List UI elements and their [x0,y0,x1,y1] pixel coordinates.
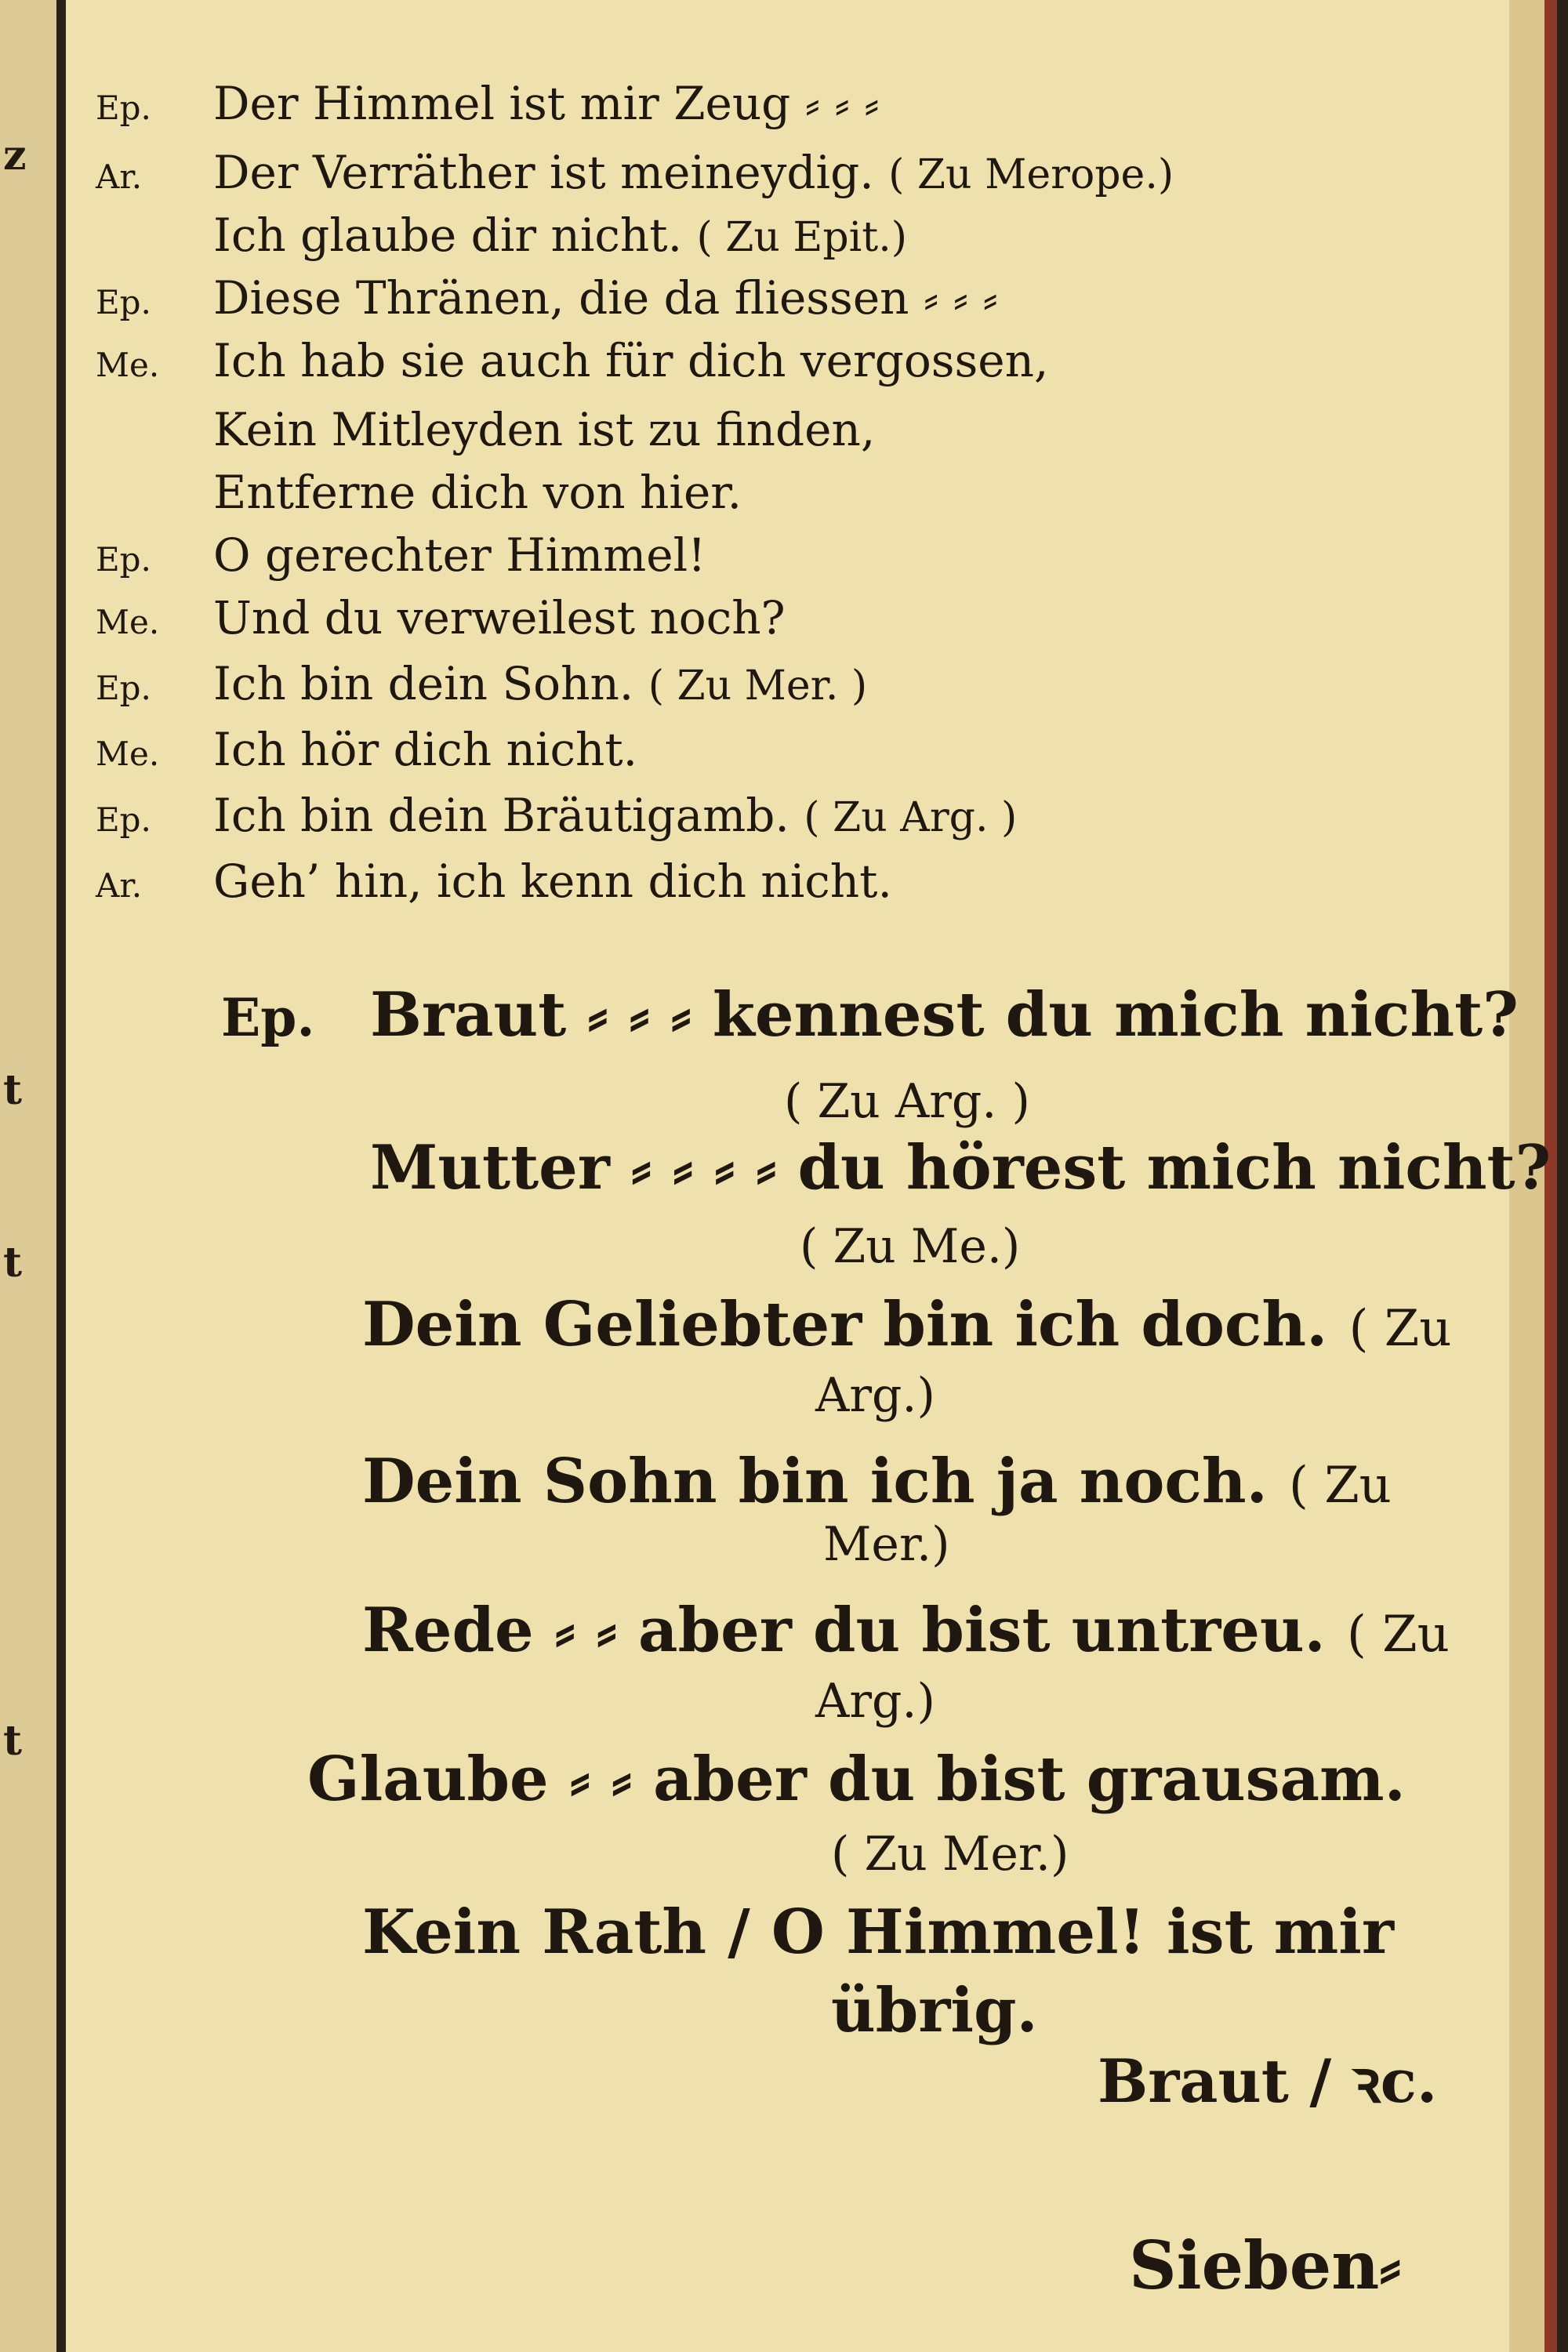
aria-line [831,1972,1038,2050]
speaker-label: Me. [96,603,160,641]
line-text: Entferne dich von hier. [213,466,742,519]
dialogue-line [96,69,880,138]
line-text: Ich bin dein Bräutigamb. [213,789,789,842]
aria-line [307,1740,1406,1819]
aria-line [370,1129,1551,1207]
line-text: Kein Mitleyden ist zu finden, [213,403,876,456]
speaker-label: Ep. [96,800,151,839]
dialogue-line [96,649,867,718]
stage-direction: ( Zu [1348,1300,1452,1358]
aria-text: Mutter ⸗ ⸗ ⸗ ⸗ du hörest mich nicht? [370,1132,1552,1203]
left-fragment: z [3,132,27,180]
speaker-label: Ar. [96,866,143,905]
stage-direction: ( Zu Merope.) [888,151,1174,198]
aria-text: Dein Sohn bin ich ja noch. [362,1446,1268,1517]
dialogue-line [96,847,892,916]
dialogue-line [96,326,1048,395]
aria-text: Rede ⸗ ⸗ aber du bist untreu. [362,1595,1326,1666]
aria-text: Braut ⸗ ⸗ ⸗ kennest du mich nicht? [370,979,1519,1051]
stage-direction: ( Zu Mer. ) [648,662,868,710]
line-text: Ich hör dich nicht. [213,723,638,776]
stage-direction: ( Zu Me.) [800,1219,1021,1274]
line-text: Der Himmel ist mir Zeug ⸗ ⸗ ⸗ [213,77,880,130]
dialogue-line [213,201,907,270]
left-fragment: t [3,1717,23,1765]
speaker-label: Ep. [96,89,151,127]
stage-direction: ( Zu Arg. ) [804,794,1018,841]
dialogue-line [213,458,742,527]
stage-direction: ( Zu [1346,1606,1450,1664]
speaker-label: Ep. [221,987,315,1048]
line-text: O gerechter Himmel! [213,528,706,582]
left-fragment: t [3,1066,23,1114]
speaker-label: Ep. [96,283,151,321]
line-text: Der Verräther ist meineydig. [213,146,874,199]
aria-line [221,976,1519,1057]
stage-direction: ( Zu [1288,1457,1392,1515]
speaker-label: Ar. [96,158,143,196]
speaker-label: Ep. [96,669,151,707]
aria-text: Glaube ⸗ ⸗ aber du bist grausam. [307,1744,1406,1815]
stage-direction: ( Zu Arg. ) [784,1074,1030,1129]
stage-direction: ( Zu Mer.) [831,1827,1069,1882]
aria-line [362,1286,1451,1368]
speaker-label: Me. [96,346,160,384]
dialogue-line [96,138,1174,207]
stage-direction: Arg.) [815,1368,935,1423]
line-text: Ich bin dein Sohn. [213,657,634,710]
line-text: Ich glaube dir nicht. [213,209,683,262]
aria-text: Dein Geliebter bin ich doch. [362,1289,1328,1360]
speaker-label: Me. [96,735,160,773]
line-text: Diese Thränen, die da fliessen ⸗ ⸗ ⸗ [213,271,998,325]
stage-direction: Arg.) [815,1674,935,1729]
aria-text: Kein Rath / O Himmel! ist mir [362,1896,1395,1968]
dialogue-line [96,521,706,590]
dialogue-line [96,263,998,332]
aria-text: übrig. [831,1975,1038,2046]
stage-direction: ( Zu Epit.) [696,214,908,261]
line-text: Ich hab sie auch für dich vergossen, [213,334,1049,387]
dialogue-line [96,715,637,784]
speaker-label: Ep. [96,540,151,579]
aria-line [362,1893,1394,1972]
catchword: Sieben⸗ [1129,2227,1402,2304]
dialogue-line [96,583,786,652]
stage-direction: Mer.) [823,1517,950,1572]
line-text: Geh’ hin, ich kenn dich nicht. [213,855,892,908]
dialogue-line [96,781,1017,850]
line-text: Und du verweilest noch? [213,591,786,644]
aria-line [362,1592,1450,1674]
left-fragment: t [3,1239,23,1287]
left-page-edge [0,0,56,2352]
repeat-cue: Braut / ꝛc. [1098,2046,1438,2116]
dialogue-line [213,395,875,464]
